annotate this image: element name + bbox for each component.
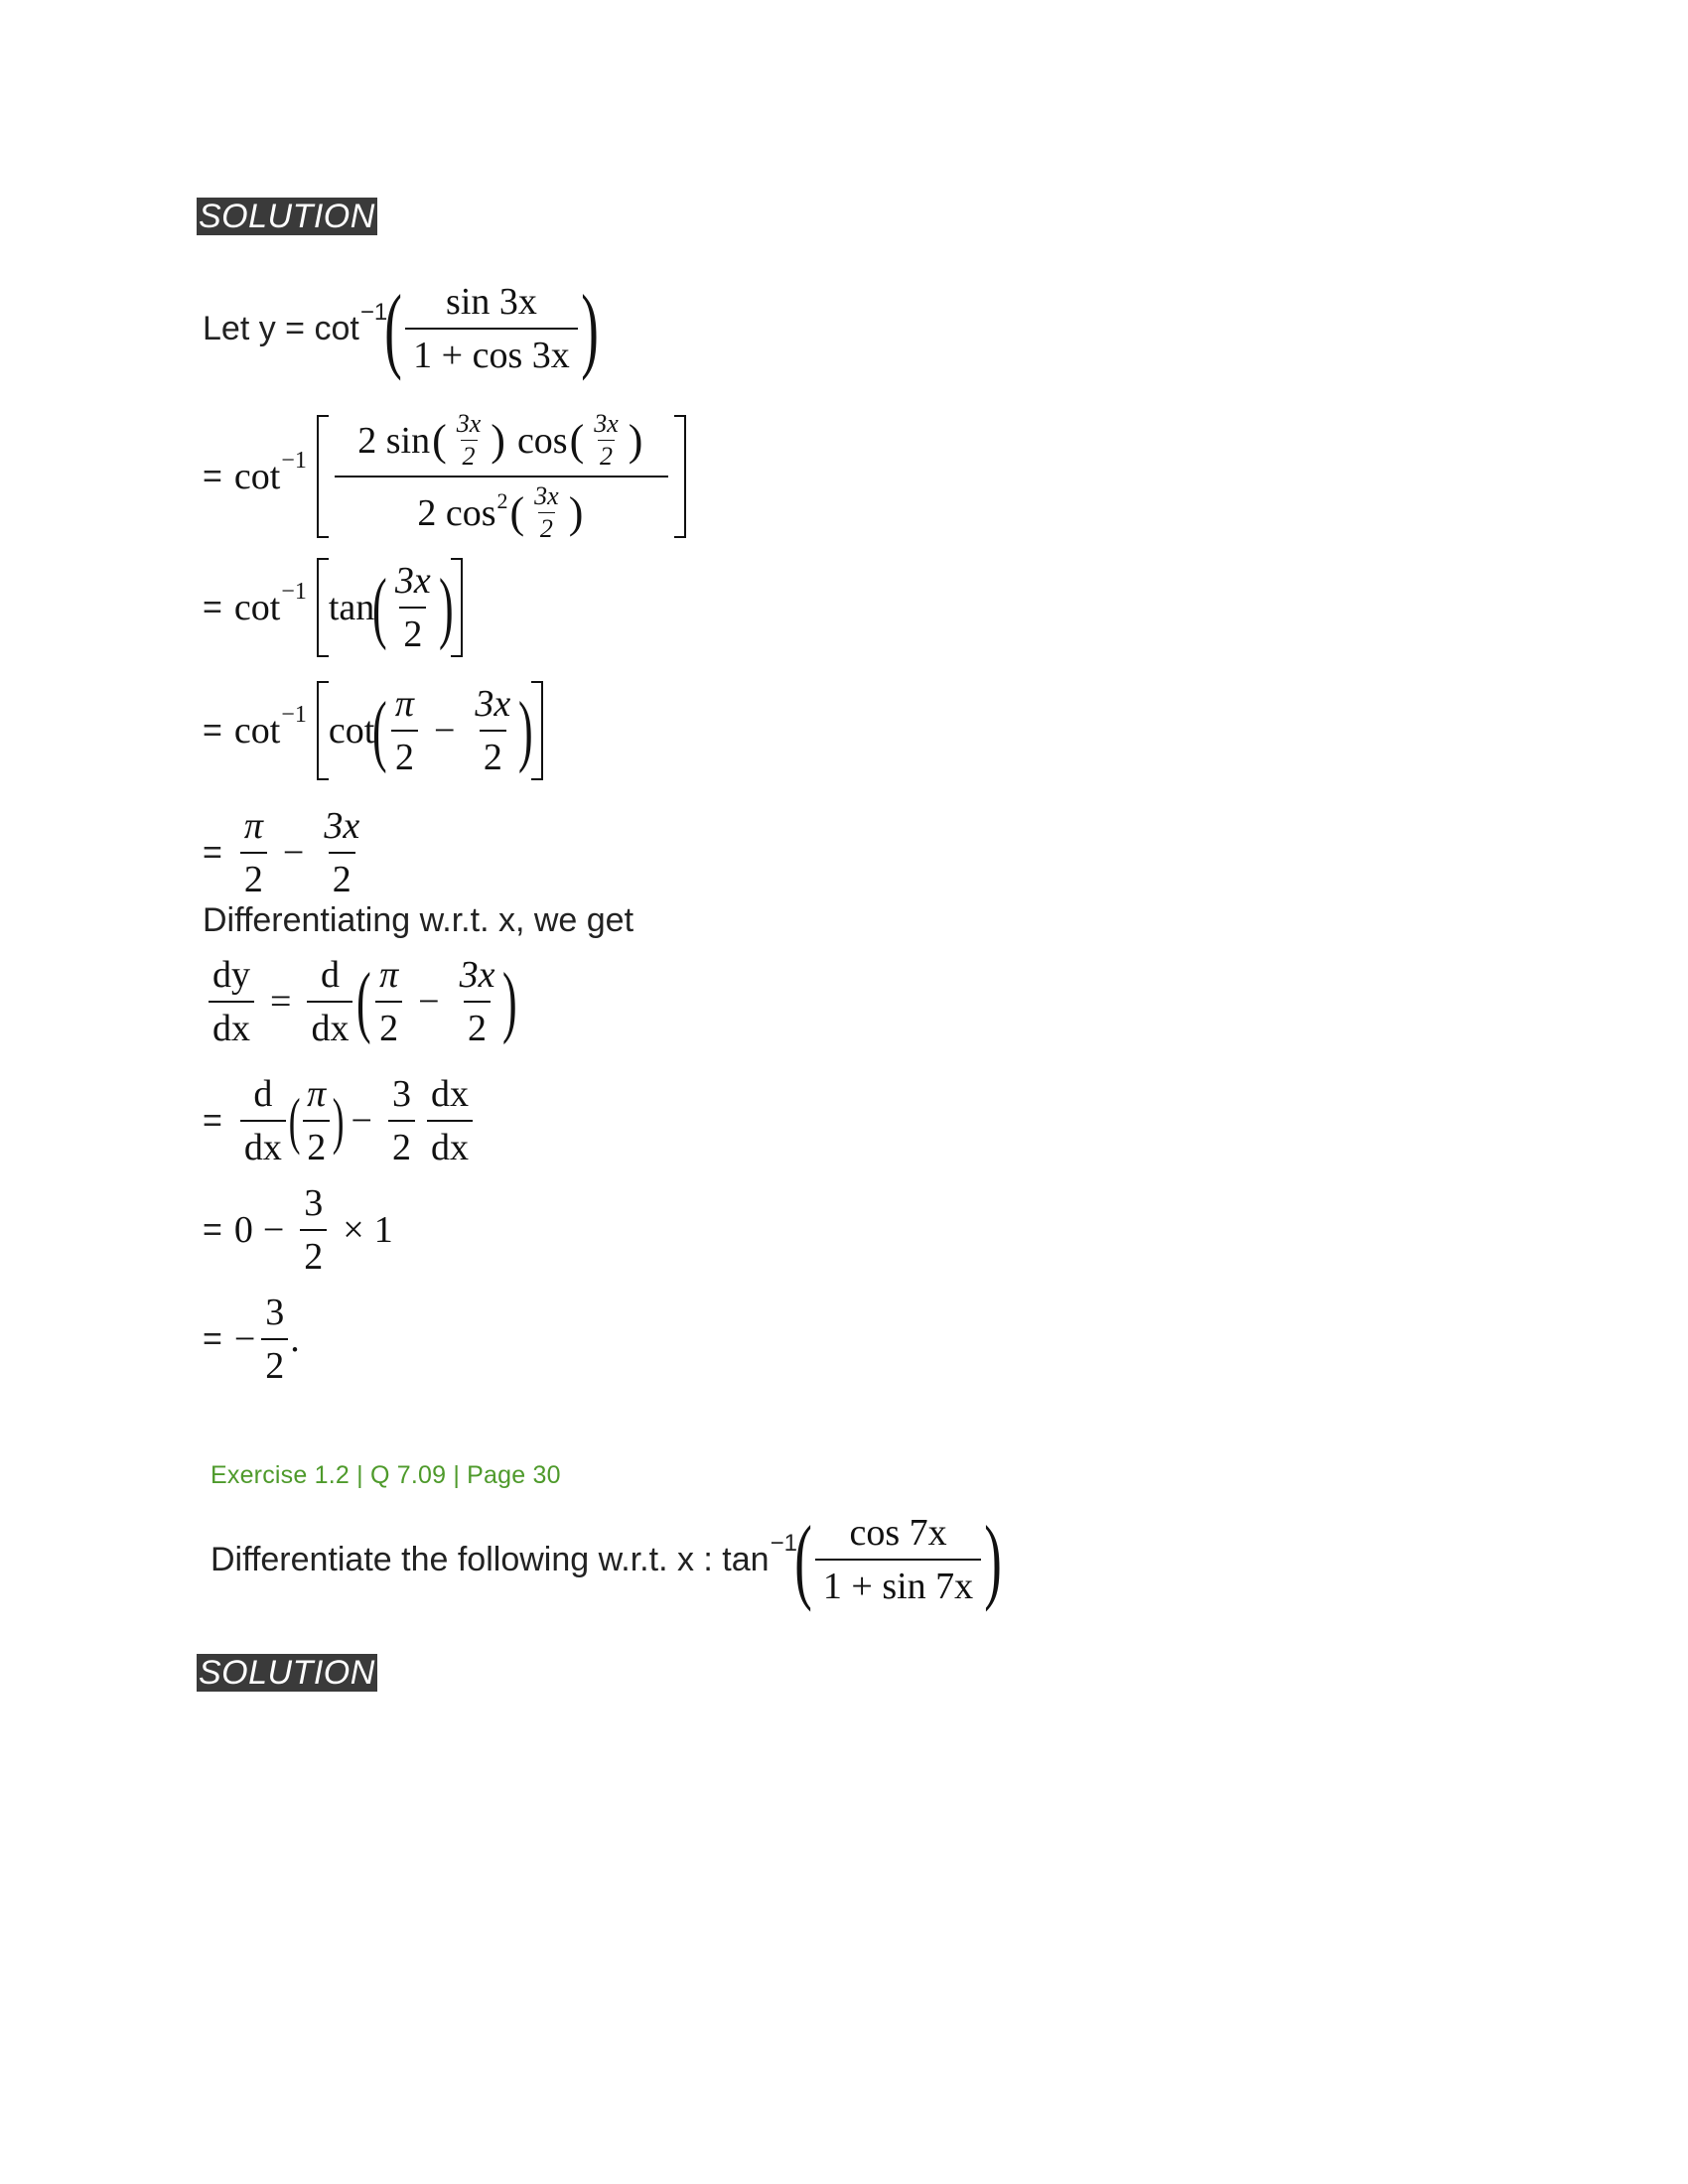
step-let-y: Let y = cot −1 ( $\frac{\sin 3x}{1 + \cos 3x}$ )	[203, 275, 599, 381]
question: Differentiate the following w.r.t. x : tan −1 ( $\frac{\cos 7x}{1 + \sin 7x}$ )	[211, 1506, 1002, 1612]
step-zero-minus: = 0 − $\frac{3}{2}$ × 1	[203, 1182, 393, 1278]
solution-label: SOLUTION	[199, 1654, 375, 1692]
fraction: $\frac{\cos 7x}{1 + \sin 7x}$	[815, 1511, 981, 1608]
fraction: $\frac{3x}{2}$	[394, 560, 431, 655]
step-final: = − $\frac{3}{2}$ .	[203, 1292, 300, 1387]
fraction: $\frac{d}{dx}$	[240, 1072, 286, 1169]
fraction: $\frac{\pi}{2}$	[391, 682, 418, 779]
left-bracket	[317, 415, 329, 538]
fraction: $\frac{dy}{dx}$	[209, 953, 254, 1050]
step-tan: = cot −1 tan ( $\frac{3x}{2}$ )	[203, 558, 463, 657]
step-cot: = cot −1 cot ( $\frac{\pi}{2}$ − $\frac{3x}{2}$ )	[203, 681, 543, 780]
left-bracket	[317, 681, 329, 780]
fraction: $\frac{3x}{2}$	[324, 805, 360, 900]
right-paren: )	[580, 275, 599, 381]
fraction: $\frac{\pi}{2}$	[303, 1072, 330, 1169]
step-result-y: = $\frac{\pi}{2}$ − $\frac{3x}{2}$	[203, 804, 369, 901]
fraction: $\frac{dx}{dx}$	[427, 1072, 473, 1169]
fraction: $\frac{\sin 3x}{1 + \cos 3x}$	[405, 280, 578, 377]
fraction: $\frac{\pi}{2}$	[375, 953, 402, 1050]
fraction: $\frac{3}{2}$	[300, 1181, 327, 1279]
fraction: $\frac{3}{2}$	[261, 1291, 288, 1388]
fraction: 2 sin ( $\frac{3x}{2}$ ) cos ( $\frac{3x}{2}$ ) 2 cos 2 ( $\frac{3x}{2}$ )	[335, 409, 668, 544]
differentiating-text: Differentiating w.r.t. x, we get	[203, 901, 634, 939]
step-derivative: $\frac{dy}{dx}$ = $\frac{d}{dx}$ ( $\frac{\pi}{2}$ − $\frac{3x}{2}$ )	[203, 953, 515, 1050]
step-double-angle: = cot −1 2 sin ( $\frac{3x}{2}$ ) cos ( $\frac{3x}{2}$ ) 2 cos 2 ( $\frac{3x}{2}$ )	[203, 409, 686, 544]
left-bracket	[317, 558, 329, 657]
fraction: $\frac{d}{dx}$	[307, 953, 352, 1050]
right-bracket	[674, 415, 686, 538]
step-split-derivative: = $\frac{d}{dx}$ ( $\frac{\pi}{2}$ ) − $\frac{3}{2}$ $\frac{dx}{dx}$	[203, 1072, 479, 1169]
fraction: $\frac{3x}{2}$	[475, 683, 511, 778]
left-paren: (	[384, 275, 402, 381]
exercise-heading: Exercise 1.2 | Q 7.09 | Page 30	[211, 1461, 561, 1489]
solution-label: SOLUTION	[199, 198, 375, 235]
fraction: $\frac{3x}{2}$	[459, 954, 495, 1049]
right-bracket	[531, 681, 543, 780]
fraction: $\frac{\pi}{2}$	[240, 804, 267, 901]
fraction: $\frac{3}{2}$	[388, 1072, 415, 1169]
